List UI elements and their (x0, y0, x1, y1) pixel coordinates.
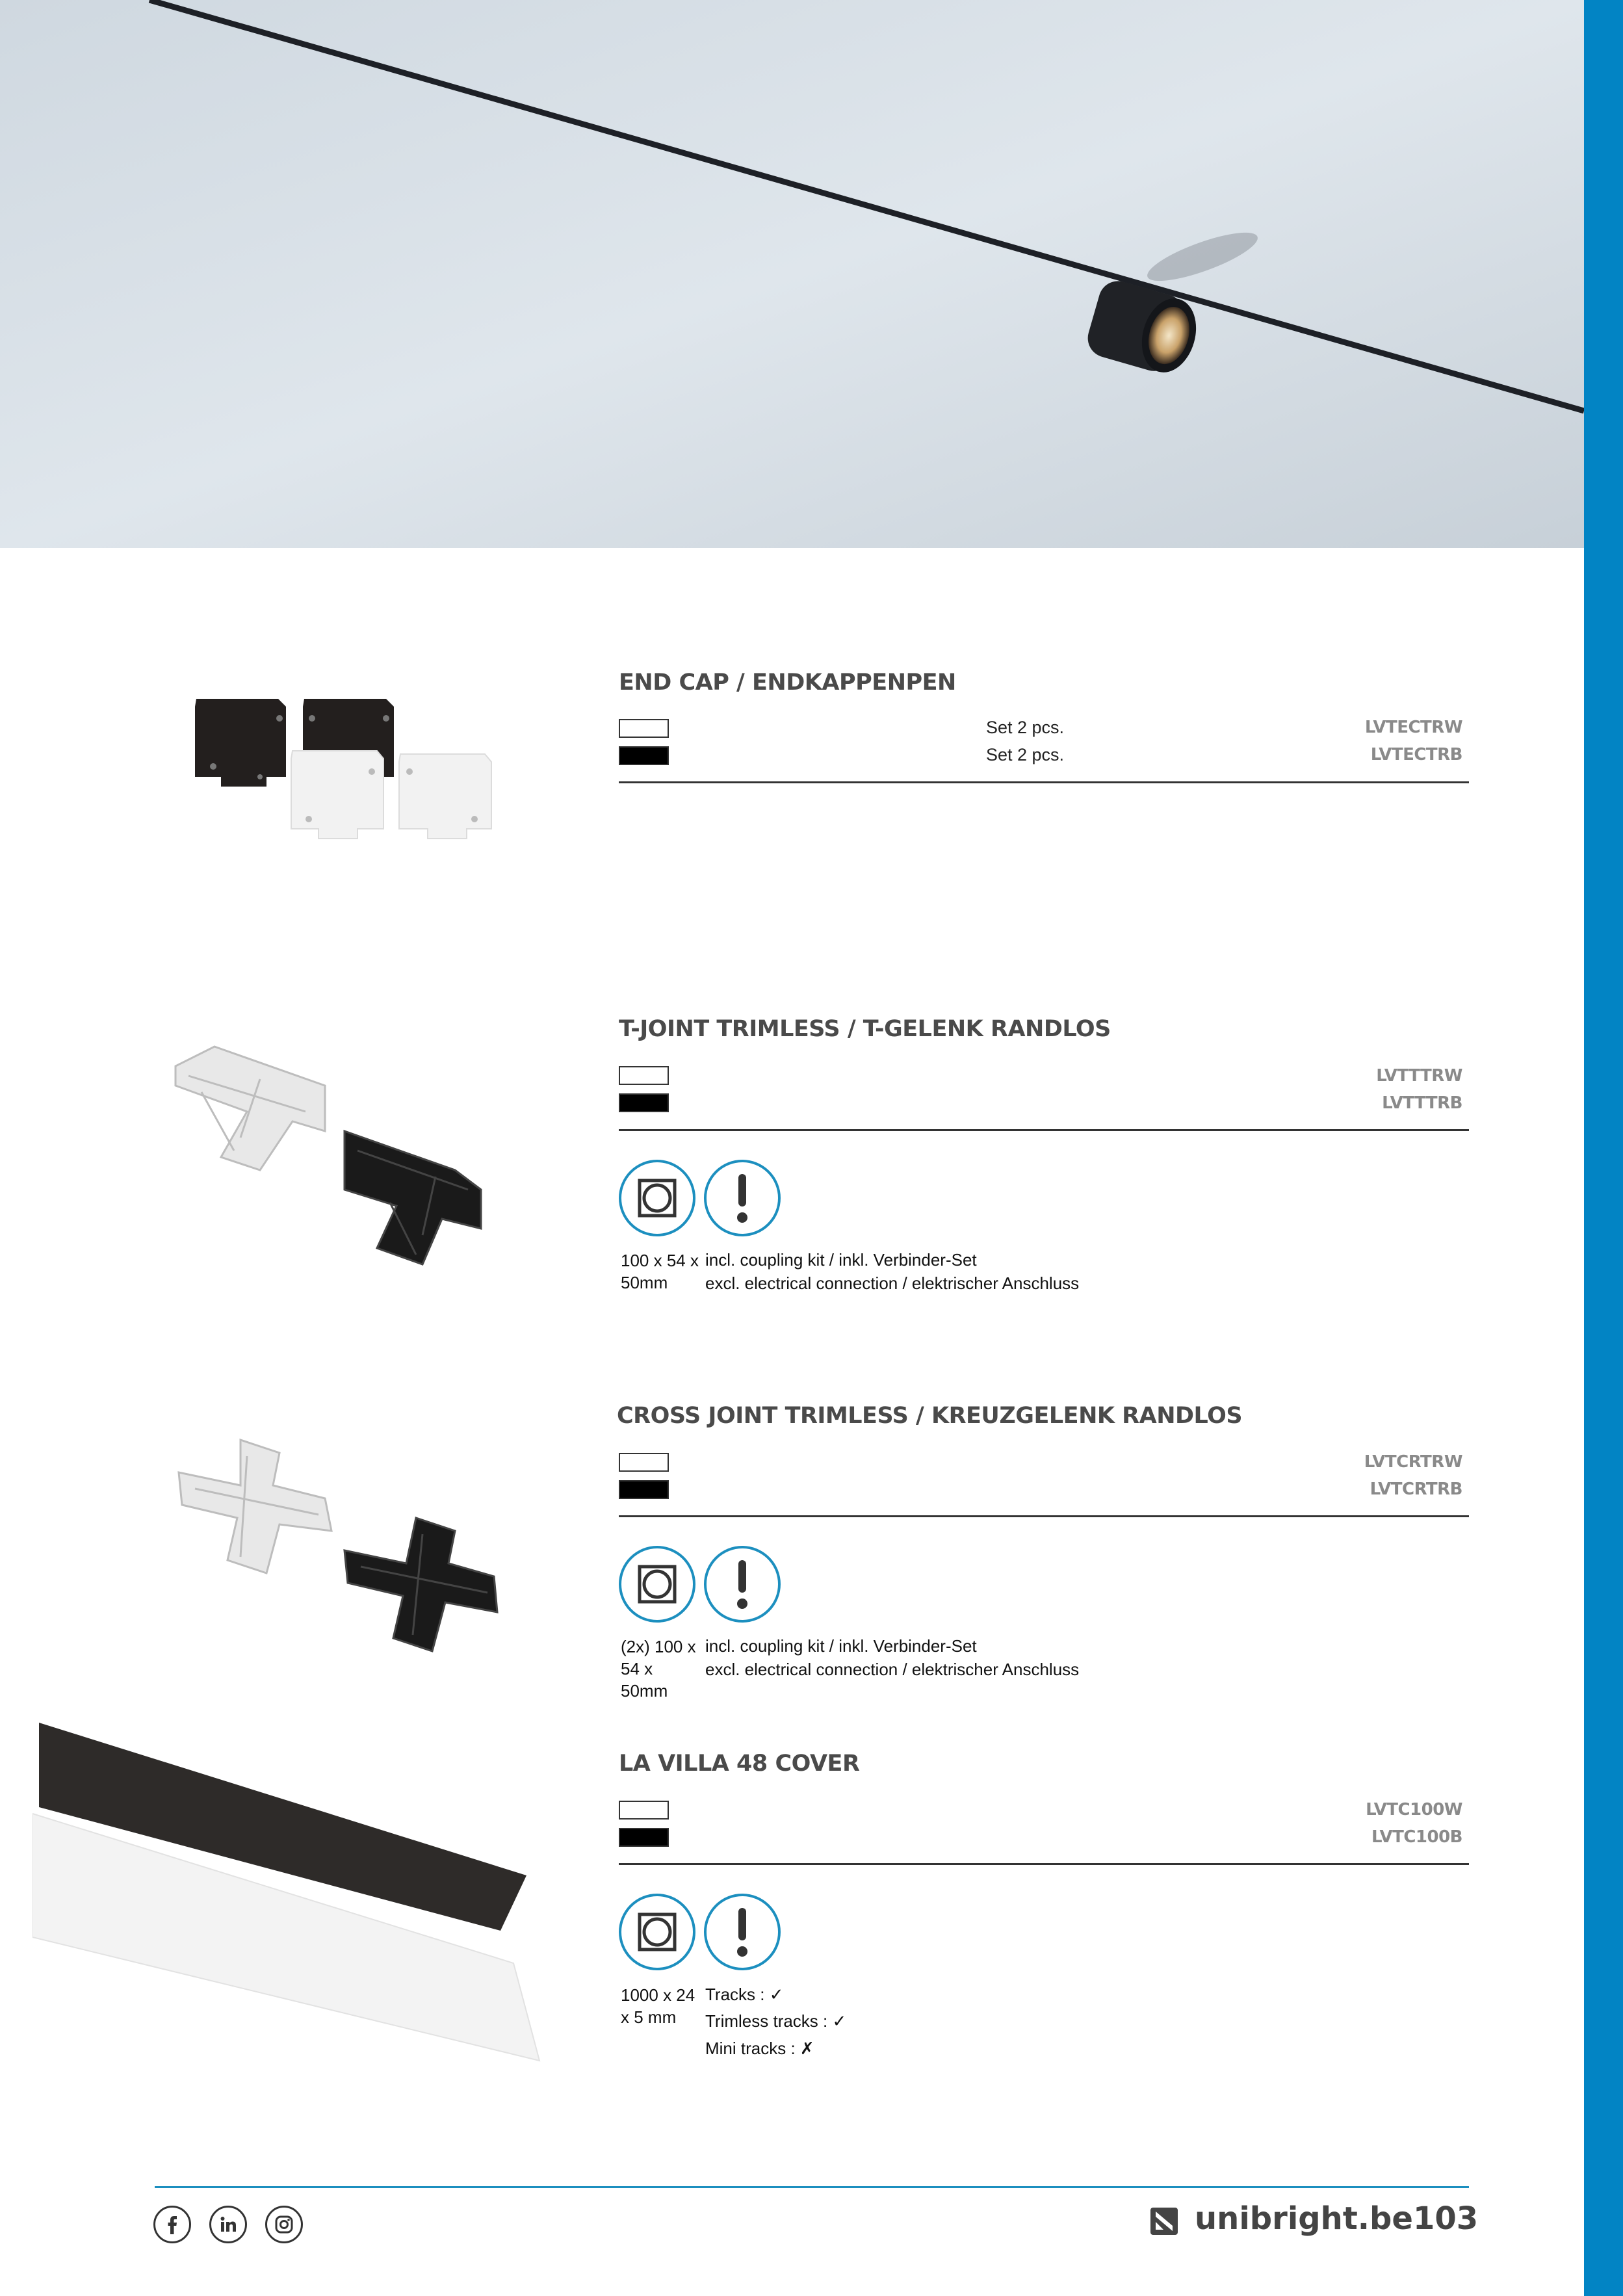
white-swatch (619, 1801, 669, 1820)
quantity: Set 2 pcs. (986, 745, 1065, 764)
brand-logo-icon (1150, 2208, 1178, 2238)
white-swatch (619, 1066, 669, 1085)
quantity: Set 2 pcs. (986, 718, 1065, 737)
divider (619, 1515, 1469, 1517)
section-title: END CAP / ENDKAPPENPEN (619, 670, 956, 696)
divider (619, 1129, 1469, 1131)
product-code: LVTC100W (1366, 1800, 1462, 1820)
footer-divider (155, 2186, 1469, 2188)
warning-icon (704, 1894, 781, 1970)
black-swatch (619, 1093, 669, 1112)
product-code: LVTECTRB (1370, 745, 1462, 764)
product-code: LVTCRTRB (1370, 1480, 1462, 1499)
dimensions: 1000 x 24 x 5 mm (621, 1985, 695, 2027)
note: excl. electrical connection / elektrischer Anschluss (705, 1273, 1080, 1293)
instagram-icon[interactable] (265, 2206, 303, 2243)
product-code: LVTECTRW (1364, 718, 1462, 737)
dimensions-icon (619, 1894, 695, 1970)
end-cap-image (188, 699, 500, 848)
divider (619, 1863, 1469, 1865)
cross-joint-image (169, 1427, 507, 1664)
note: Mini tracks : ✗ (705, 2039, 814, 2058)
white-swatch (619, 719, 669, 738)
note: excl. electrical connection / elektrischer Anschluss (705, 1660, 1080, 1679)
page-number: 103 (1413, 2200, 1479, 2237)
black-swatch (619, 1828, 669, 1847)
product-code: LVTTTRW (1376, 1066, 1462, 1086)
note: Trimless tracks : ✓ (705, 2011, 847, 2031)
dimensions-icon (619, 1160, 695, 1236)
note: incl. coupling kit / inkl. Verbinder-Set (705, 1250, 977, 1270)
warning-icon (704, 1160, 781, 1236)
white-swatch (619, 1453, 669, 1472)
warning-icon (704, 1546, 781, 1623)
divider (619, 781, 1469, 783)
section-title: T-JOINT TRIMLESS / T-GELENK RANDLOS (619, 1016, 1111, 1042)
dimensions: 100 x 54 x 50mm (621, 1251, 699, 1292)
accent-sidebar (1584, 0, 1623, 2296)
cover-image (32, 1716, 552, 2070)
product-code: LVTTTRB (1382, 1093, 1462, 1113)
t-joint-image (162, 1040, 500, 1277)
facebook-icon[interactable] (153, 2206, 191, 2243)
product-code: LVTC100B (1371, 1827, 1462, 1847)
dimensions-icon (619, 1546, 695, 1623)
note: Tracks : ✓ (705, 1985, 784, 2004)
product-code: LVTCRTRW (1364, 1452, 1462, 1472)
section-title: LA VILLA 48 COVER (619, 1751, 860, 1777)
dimensions: (2x) 100 x 54 x 50mm (621, 1637, 696, 1701)
black-swatch (619, 1480, 669, 1499)
linkedin-icon[interactable] (209, 2206, 247, 2243)
black-swatch (619, 746, 669, 765)
hero-image (0, 0, 1584, 548)
note: incl. coupling kit / inkl. Verbinder-Set (705, 1636, 977, 1656)
section-title: CROSS JOINT TRIMLESS / KREUZGELENK RANDLOS (617, 1403, 1243, 1429)
brand-name: unibright.be (1195, 2200, 1413, 2237)
